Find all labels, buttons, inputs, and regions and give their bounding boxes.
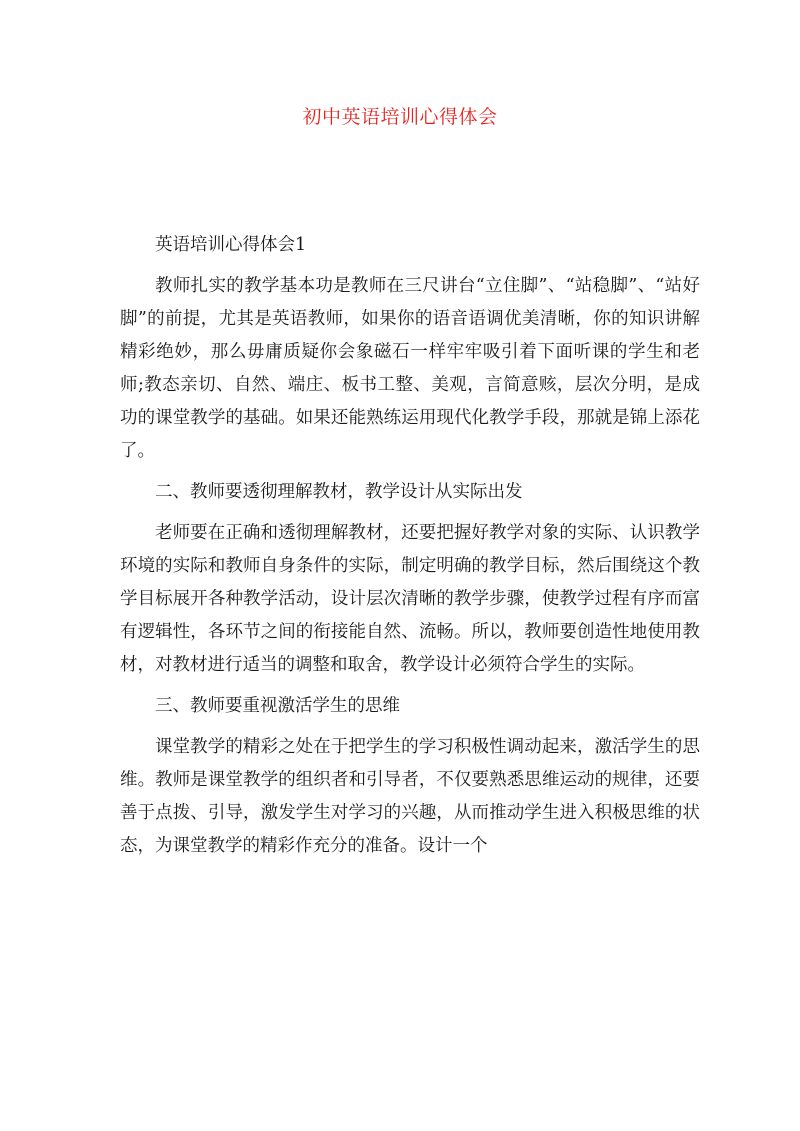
section-heading: 英语培训心得体会1: [155, 235, 307, 255]
body-paragraph: 课堂教学的精彩之处在于把学生的学习积极性调动起来，激活学生的思维。教师是课堂教学的组织者和引导者，不仅要熟悉思维运动的规律，还要善于点拨、引导，激发学生对学习的兴趣，从而推动学生进入积极思维的状态，为课堂教学的精彩作充分的准备。设计一个: [120, 737, 700, 856]
body-paragraph: 教师扎实的教学基本功是教师在三尺讲台“立住脚”、“站稳脚”、“站好脚”的前提，尤其是英语教师，如果你的语音语调优美清晰，你的知识讲解精彩绝妙，那么毋庸质疑你会象磁石一样牢牢吸引着下面听课的学生和老师;教态亲切、自然、端庄、板书工整、美观，言简意赅，层次分明，是成功的课堂教学的基础。如果还能熟练运用现代化教学手段，那就是锦上添花了。: [120, 276, 700, 461]
section-heading: 三、教师要重视激活学生的思维: [155, 696, 400, 716]
document-title: 初中英语培训心得体会: [302, 106, 498, 128]
section-heading: 二、教师要透彻理解教材，教学设计从实际出发: [155, 482, 523, 502]
body-paragraph: 老师要在正确和透彻理解教材，还要把握好教学对象的实际、认识教学环境的实际和教师自身条件的实际，制定明确的教学目标，然后围绕这个教学目标展开各种教学活动，设计层次清晰的教学步骤，使教学过程有序而富有逻辑性，各环节之间的衔接能自然、流畅。所以，教师要创造性地使用教材，对教材进行适当的调整和取舍，教学设计必须符合学生的实际。: [120, 523, 700, 675]
document-body: [120, 229, 700, 871]
